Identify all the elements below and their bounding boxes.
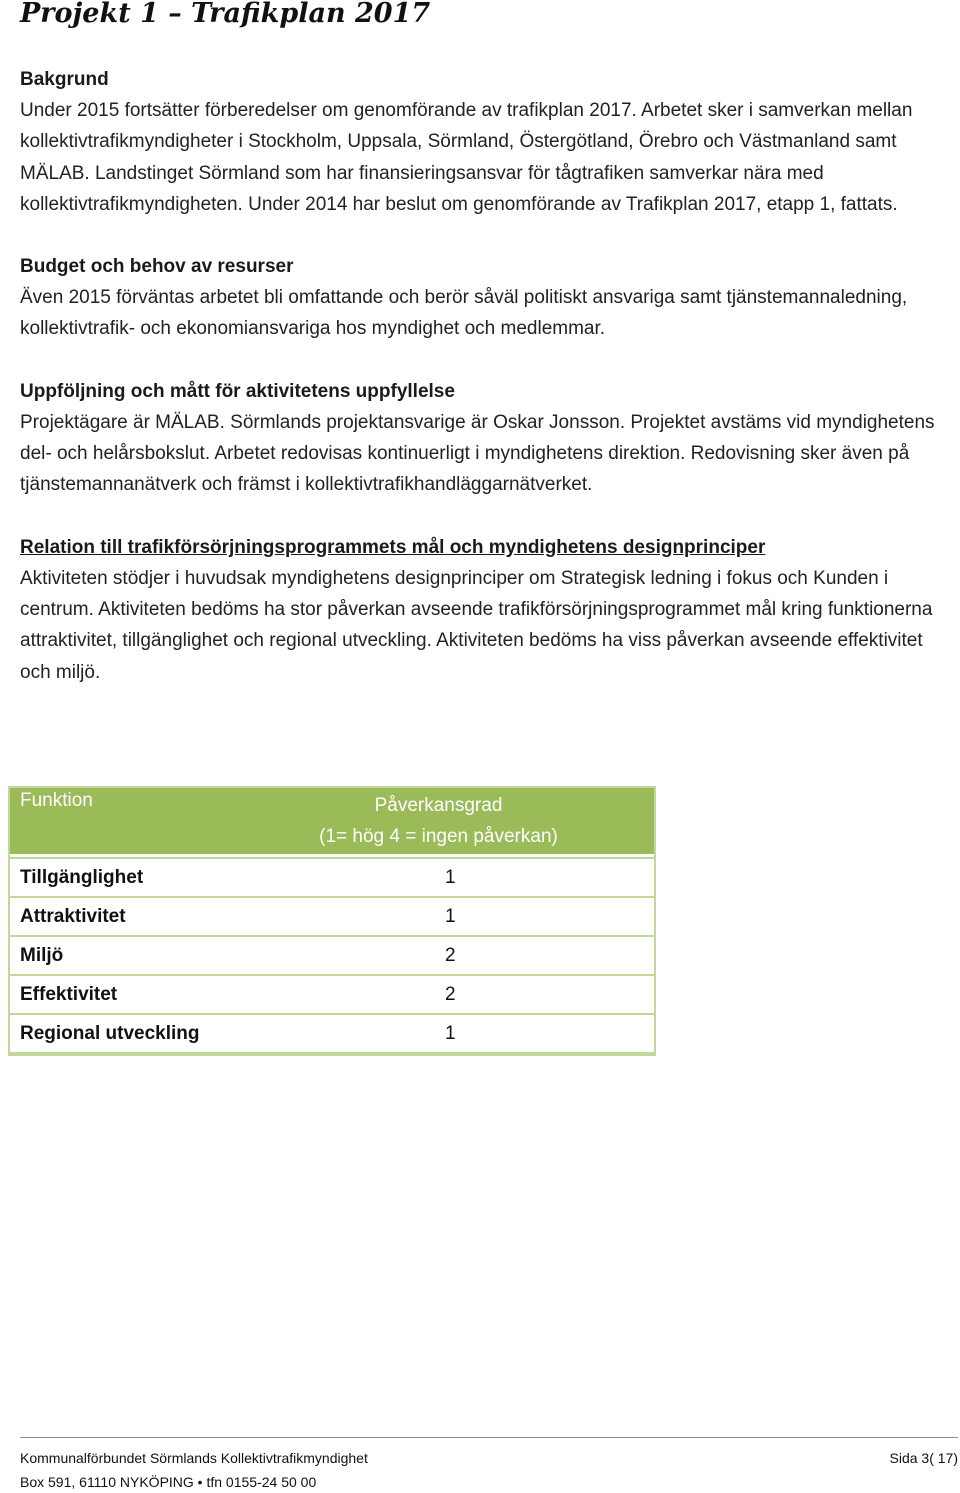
funktion-cell: Attraktivitet — [20, 905, 126, 927]
section-paragraph: Under 2015 fortsätter förberedelser om genomförande av trafikplan 2017. Arbetet sker i samverkan mellan kollektivtrafikmyndigheter i Stockholm, Uppsala, Sörmland, Östergötland, Örebro och Västmanland samt MÄLAB. Landstinget Sörmland som har finansieringsansvar för tågtrafiken samverkar nära med kollektivtrafikmyndigheten. Under 2014 har beslut om genomförande av Trafikplan 2017, etapp 1, fattats. — [20, 100, 913, 215]
grad-cell: 2 — [445, 983, 456, 1005]
column-header-paverkansgrad — [223, 788, 654, 857]
footer-line-2 — [20, 1474, 958, 1490]
funktion-cell: Miljö — [10, 935, 223, 976]
section-budget — [20, 251, 945, 345]
funktion-cell: Tillgänglighet — [10, 857, 223, 898]
section-bakgrund — [20, 64, 945, 220]
column-header-line: (1= hög 4 = ingen påverkan) — [319, 826, 558, 847]
section-paragraph: Aktiviteten stödjer i huvudsak myndighetens designprinciper om Strategisk ledning i fokus och Kunden i centrum. Aktiviteten bedöms ha stor påverkan avseende trafikförsörjningsprogrammet mål kring funktionerna attraktivitet, tillgänglighet och regional utveckling. Aktiviteten bedöms ha viss påverkan avseende effektivitet och miljö. — [20, 567, 933, 683]
section-heading: Bakgrund — [20, 69, 109, 90]
column-header-funktion: Funktion — [10, 788, 223, 857]
section-heading: Budget och behov av resurser — [20, 256, 294, 278]
section-heading: Relation till trafikförsörjningsprogrammets mål och myndighetens designprinciper — [20, 536, 766, 558]
table-row — [10, 898, 654, 935]
footer-line-1 — [20, 1450, 958, 1466]
footer-page-number: Sida 3( 17) — [889, 1450, 958, 1466]
section-uppfoljning — [20, 376, 945, 501]
section-paragraph: Även 2015 förväntas arbetet bli omfattande och berör såväl politiskt ansvariga samt tjänstemannaledning, kollektivtrafik- och ekonomiansvariga hos myndighet och medlemmar. — [20, 287, 908, 340]
grad-cell: 2 — [223, 935, 654, 976]
grad-cell: 1 — [445, 905, 456, 927]
funktion-cell: Regional utveckling — [10, 1013, 223, 1054]
grad-cell: 1 — [223, 857, 654, 898]
section-paragraph: Projektägare är MÄLAB. Sörmlands projektansvarige är Oskar Jonsson. Projektet avstäms vid myndighetens del- och helårsbokslut. Arbetet redovisas kontinuerligt i myndighetens direktion. Redovisning sker även på tjänstemannanätverk och främst i kollektivtrafikhandläggarnätverket. — [20, 411, 935, 496]
table-row — [10, 857, 654, 898]
section-relation — [20, 532, 945, 688]
page-title: Projekt 1 – Trafikplan 2017 — [20, 0, 431, 29]
table-header-row — [10, 788, 654, 857]
table-row — [10, 1013, 654, 1054]
footer-organization: Kommunalförbundet Sörmlands Kollektivtrafikmyndighet — [20, 1450, 368, 1466]
impact-table — [8, 786, 656, 1056]
funktion-cell: Effektivitet — [20, 983, 118, 1005]
grad-cell: 1 — [223, 1013, 654, 1054]
table-row — [10, 976, 654, 1013]
table-row — [10, 935, 654, 976]
footer-divider — [20, 1437, 958, 1438]
document-body — [20, 64, 945, 719]
footer-address: Box 591, 61110 NYKÖPING • tfn 0155-24 50 00 — [20, 1474, 317, 1490]
section-heading: Uppföljning och mått för aktivitetens uppfyllelse — [20, 380, 455, 402]
column-header-line: Påverkansgrad — [374, 795, 503, 816]
